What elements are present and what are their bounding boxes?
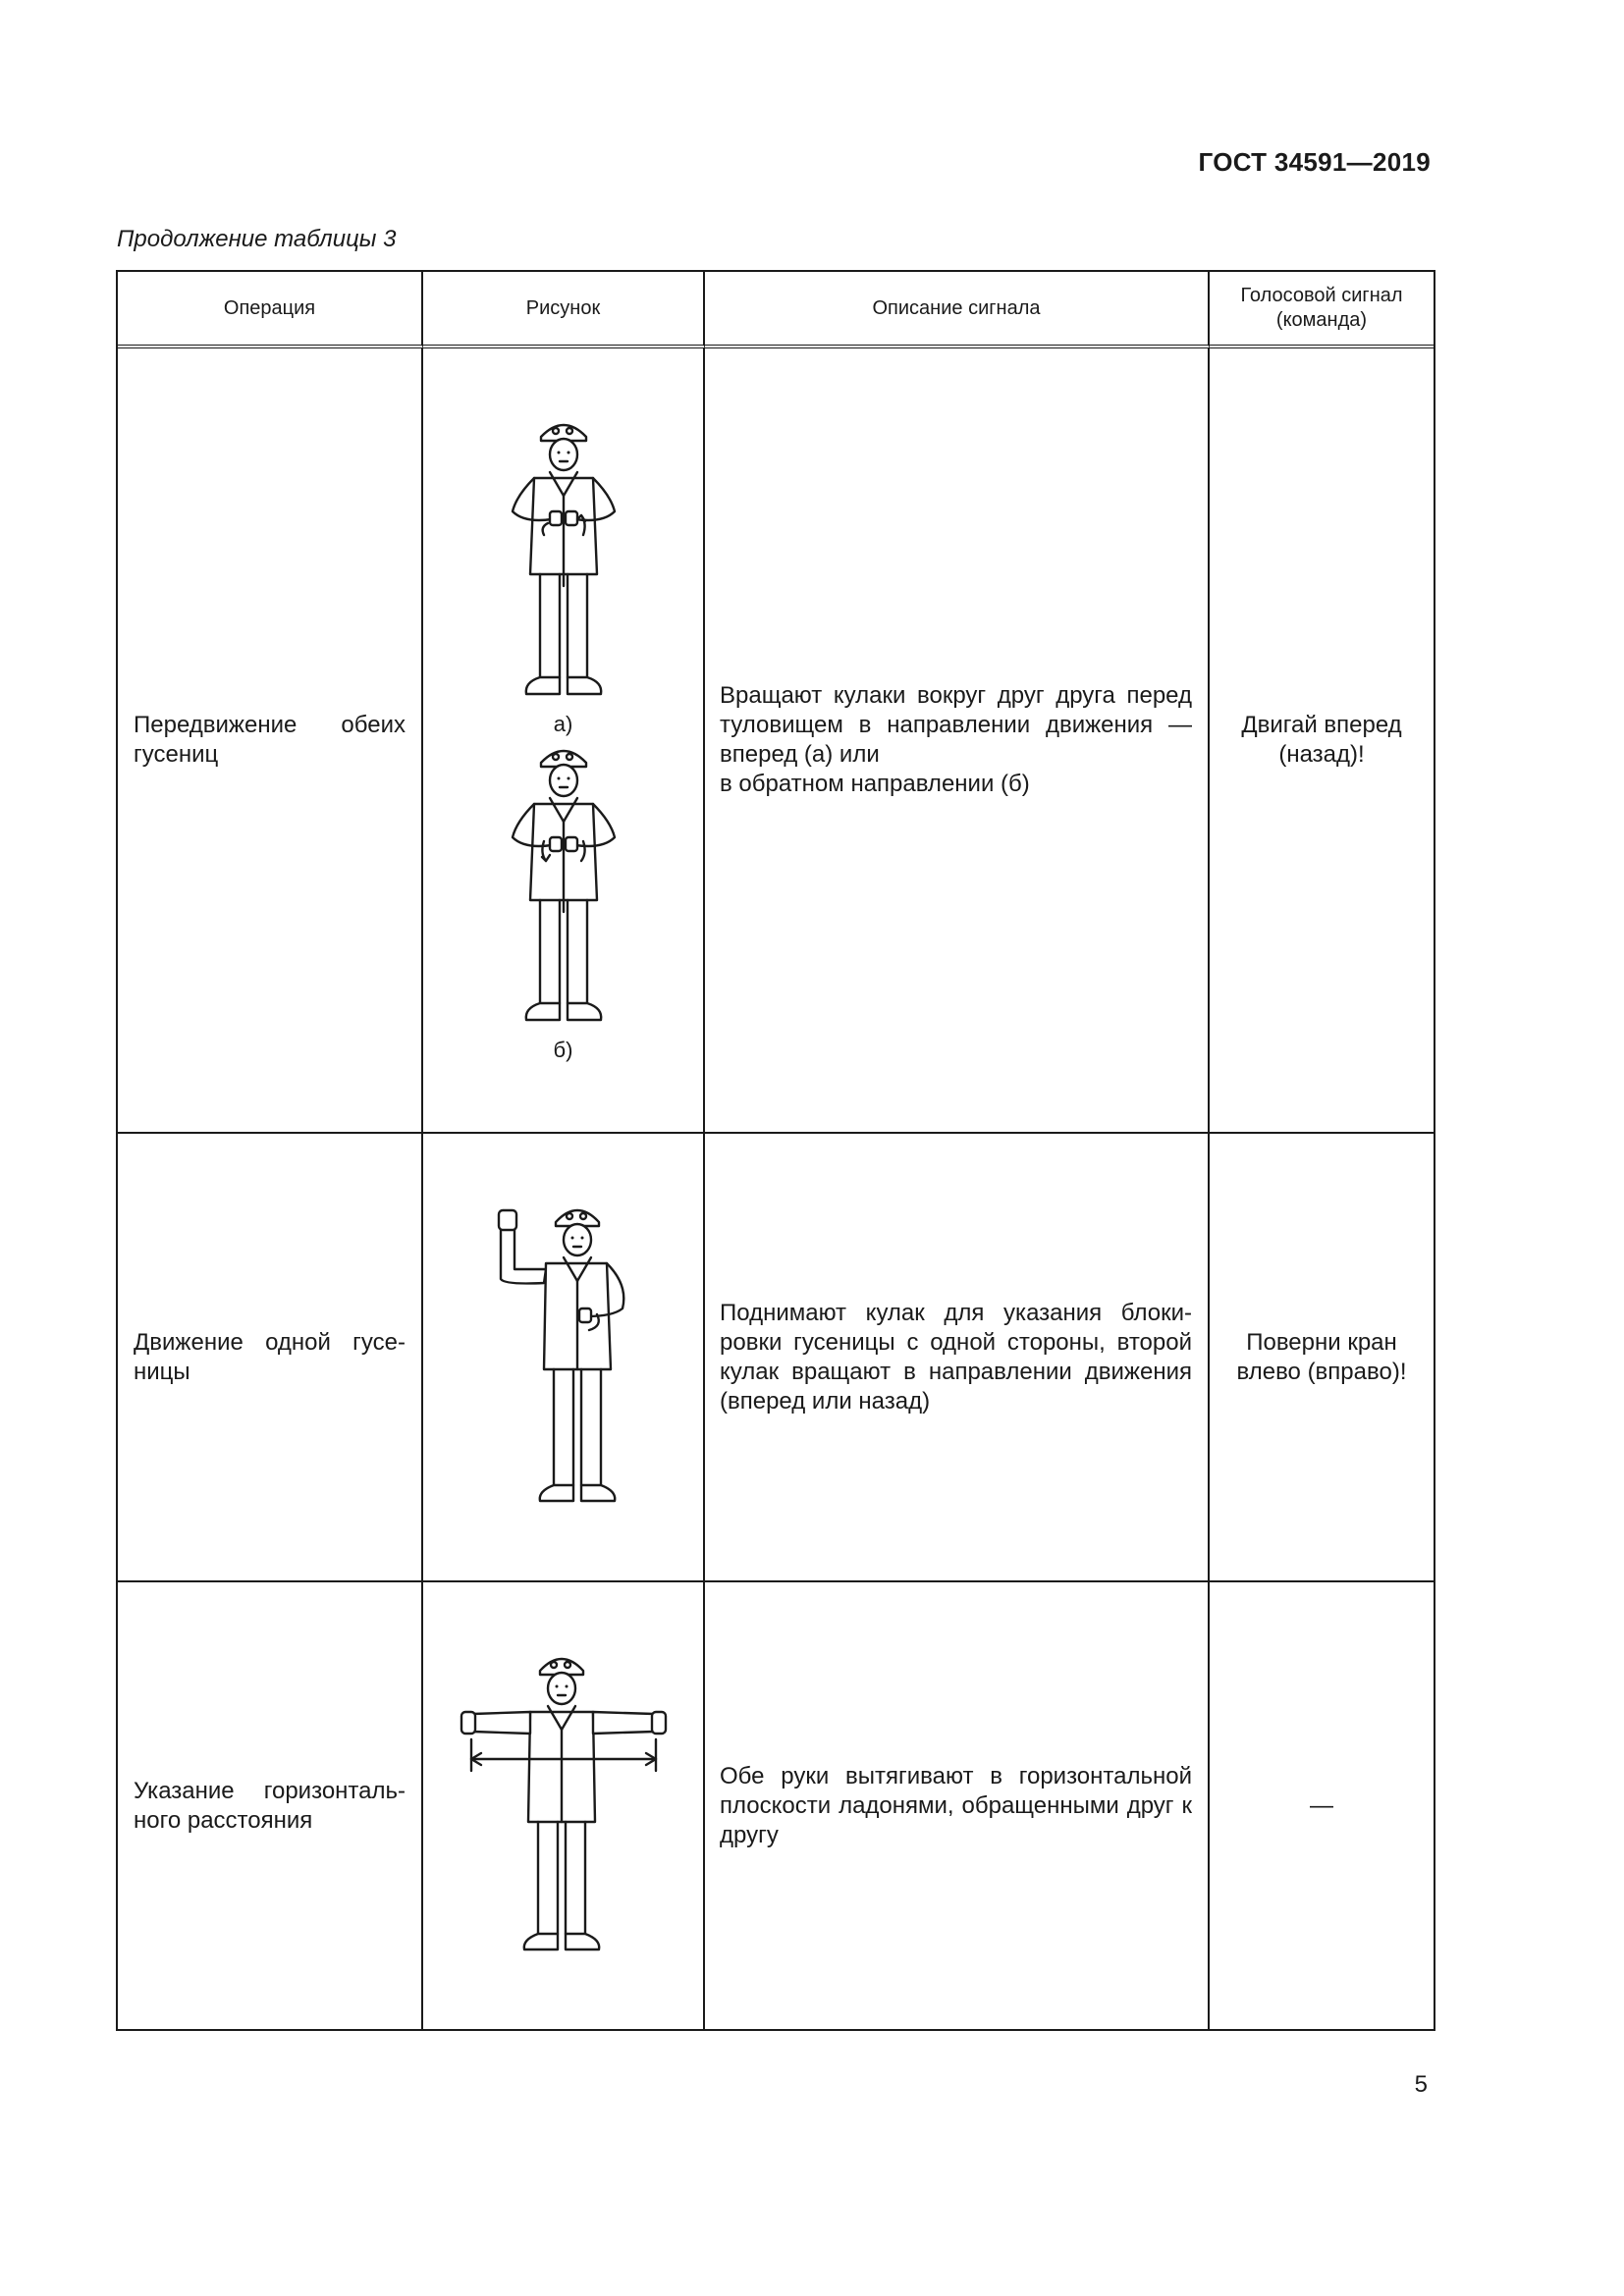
column-header-figure: Рисунок [423, 272, 705, 348]
table-caption: Продолжение таблицы 3 [117, 226, 397, 252]
description-text: Поднимают кулак для указания блоки-ровки гусеницы с одной стороны, второй кулак вращают в направлении движения (вперед или назад) [720, 1299, 1192, 1415]
signals-table [116, 270, 1435, 2031]
signalman-figure-b-illustration [495, 743, 632, 1038]
figure-cell [423, 1134, 705, 1582]
description-text: Вращают кулаки вокруг друг друга перед туловищем в направлении движения — вперед (а) или в обратном направлении (б) [720, 682, 1192, 797]
description-text: Обе руки вытягивают в горизонтальной плоскости ладонями, обращенными друг к другу [720, 1762, 1192, 1848]
operation-text: Передвижение обеих гусениц [134, 712, 406, 768]
operation-text: Движение одной гусе-ницы [134, 1328, 406, 1385]
document-header: ГОСТ 34591—2019 [1198, 147, 1431, 177]
description-cell [705, 1134, 1210, 1582]
column-header-description: Описание сигнала [705, 272, 1210, 348]
figure-cell [423, 348, 705, 1134]
voice-command-text: — [1310, 1791, 1333, 1819]
operation-cell [118, 1582, 423, 2029]
voice-command-text: Поверни кран влево (вправо)! [1236, 1328, 1407, 1385]
signalman-figure-a-illustration [495, 417, 632, 712]
voice-cell [1210, 1582, 1434, 2029]
page-number: 5 [1414, 2071, 1428, 2098]
table-row [118, 1582, 1434, 2029]
operation-cell [118, 1134, 423, 1582]
figure-label-b: б) [553, 1038, 573, 1062]
voice-command-text: Двигай вперед (назад)! [1241, 712, 1402, 768]
operation-text: Указание горизонталь-ного расстояния [134, 1777, 406, 1834]
table-header-row [118, 272, 1434, 348]
description-cell [705, 348, 1210, 1134]
operation-cell [118, 348, 423, 1134]
table-row [118, 1134, 1434, 1582]
figure-label-a: а) [553, 712, 573, 736]
table-row [118, 348, 1434, 1134]
description-cell [705, 1582, 1210, 2029]
figure-cell [423, 1582, 705, 2029]
signalman-figure-arms-extended-illustration [446, 1649, 681, 1963]
signalman-figure-raised-fist-illustration [485, 1201, 642, 1515]
voice-cell [1210, 1134, 1434, 1582]
voice-cell [1210, 348, 1434, 1134]
column-header-operation: Операция [118, 272, 423, 348]
column-header-voice: Голосовой сигнал (команда) [1210, 272, 1434, 348]
